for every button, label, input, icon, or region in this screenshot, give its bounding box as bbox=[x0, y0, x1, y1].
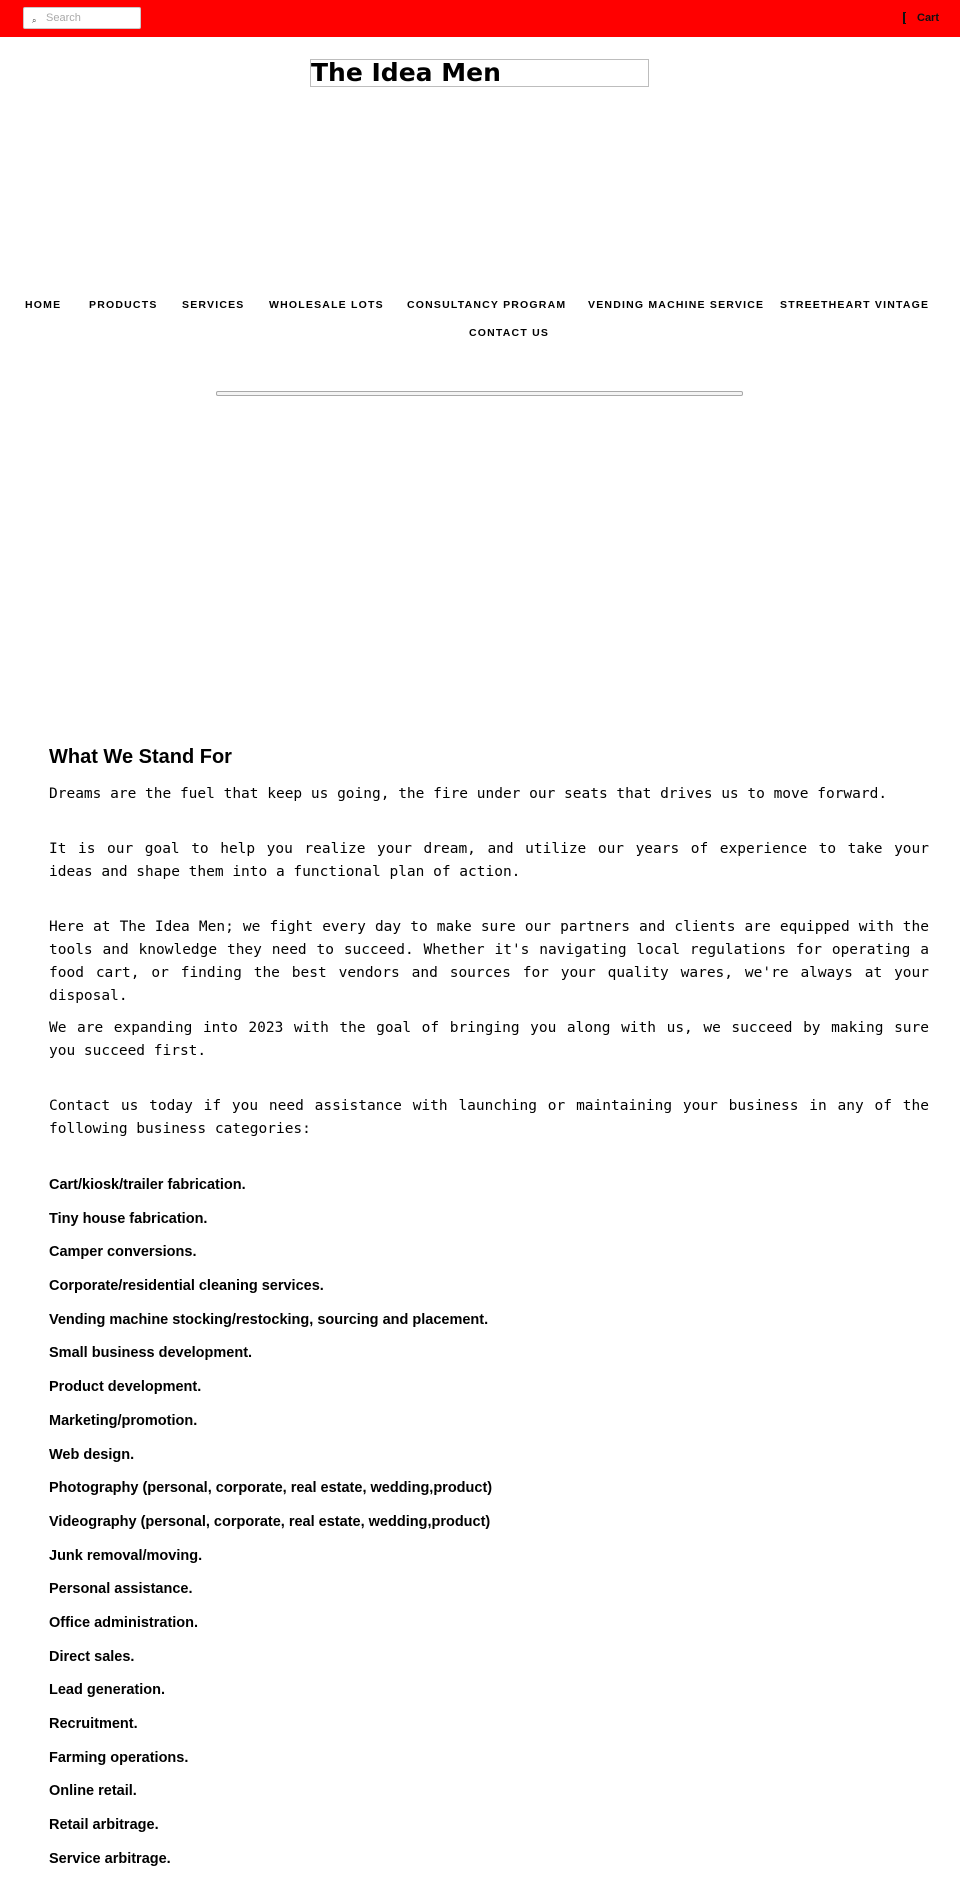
category-item: Tiny house fabrication. bbox=[49, 1210, 208, 1227]
category-item: Lead generation. bbox=[49, 1682, 166, 1699]
category-item: Videography (personal, corporate, real estate, wedding,product) bbox=[49, 1513, 491, 1530]
category-item: Web design. bbox=[49, 1446, 135, 1463]
slideshow-progress[interactable] bbox=[216, 391, 743, 396]
search-input[interactable] bbox=[46, 10, 138, 26]
nav-item-wholesale-lots[interactable]: WHOLESALE LOTS bbox=[269, 299, 384, 311]
cart-label: Cart bbox=[917, 12, 940, 24]
section-heading: What We Stand For bbox=[49, 746, 232, 768]
category-item: Marketing/promotion. bbox=[49, 1412, 198, 1429]
nav-item-services[interactable]: SERVICES bbox=[182, 299, 245, 311]
category-item: Small business development. bbox=[49, 1345, 253, 1362]
nav-item-contact-us[interactable]: CONTACT US bbox=[469, 327, 550, 339]
cart-link[interactable] bbox=[903, 10, 939, 26]
category-item: Junk removal/moving. bbox=[49, 1547, 203, 1564]
category-item: Recruitment. bbox=[49, 1716, 138, 1732]
category-item: Office administration. bbox=[49, 1614, 199, 1631]
category-item: Vending machine stocking/restocking, sourcing and placement. bbox=[49, 1311, 489, 1328]
about-paragraph: Dreams are the fuel that keep us going, the fire under our seats that drives us to move forward. bbox=[49, 786, 888, 802]
category-item: Cart/kiosk/trailer fabrication. bbox=[49, 1177, 246, 1193]
category-item: Service arbitrage. bbox=[49, 1850, 171, 1867]
category-item: Direct sales. bbox=[49, 1648, 135, 1665]
nav-item-vending-machine-service[interactable]: VENDING MACHINE SERVICE bbox=[588, 299, 765, 311]
about-paragraph: It is our goal to help you realize your dream, and utilize our years of experience to take your ideas and shape them into a functional plan of action. bbox=[49, 841, 929, 880]
category-item: Camper conversions. bbox=[49, 1244, 197, 1261]
category-item: Retail arbitrage. bbox=[49, 1817, 159, 1834]
search-box[interactable] bbox=[23, 7, 141, 29]
category-item: Personal assistance. bbox=[49, 1581, 193, 1598]
nav-item-streetheart-vintage[interactable]: STREETHEART VINTAGE bbox=[780, 299, 930, 311]
top-bar bbox=[0, 0, 960, 37]
cart-icon bbox=[903, 12, 906, 24]
site-logo[interactable]: The Idea Men bbox=[310, 59, 649, 87]
category-item: Product development. bbox=[49, 1379, 202, 1396]
category-item: Online retail. bbox=[49, 1783, 137, 1800]
category-item: Photography (personal, corporate, real estate, wedding,product) bbox=[49, 1480, 493, 1497]
category-item: Farming operations. bbox=[49, 1749, 189, 1766]
nav-item-consultancy-program[interactable]: CONSULTANCY PROGRAM bbox=[407, 299, 567, 311]
business-categories-list bbox=[49, 1175, 929, 1882]
search-icon: ⌕ bbox=[32, 16, 37, 25]
about-paragraph: We are expanding into 2023 with the goal of bringing you along with us, we succeed by making sure you succeed first. bbox=[49, 1020, 929, 1059]
nav-item-home[interactable]: HOME bbox=[25, 299, 62, 311]
about-paragraph: Contact us today if you need assistance with launching or maintaining your business in any of the following business categories: bbox=[49, 1098, 929, 1137]
nav-item-products[interactable]: PRODUCTS bbox=[89, 299, 158, 311]
category-item: Corporate/residential cleaning services. bbox=[49, 1278, 324, 1295]
about-section bbox=[49, 745, 929, 1867]
about-paragraph: Here at The Idea Men; we fight every day to make sure our partners and clients are equipped with the tools and knowledge they need to succeed. Whether it's navigating local regulations for operating a food cart, or finding the best vendors and sources for your quality wares, we're always at your disposal. bbox=[49, 919, 929, 1004]
